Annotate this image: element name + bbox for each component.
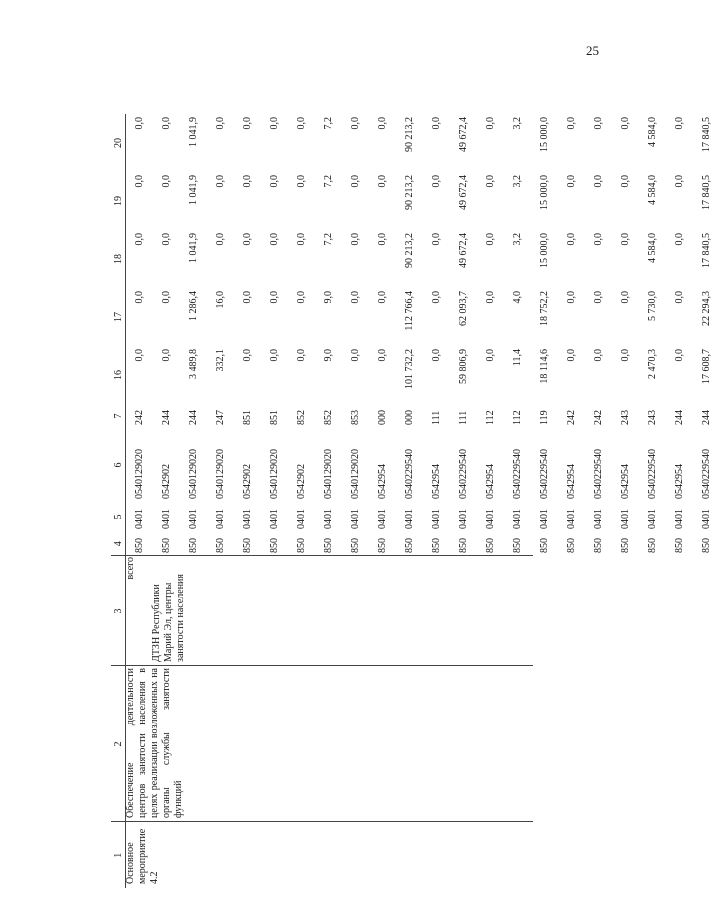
table-cell: 0,0 <box>593 233 604 246</box>
table-row <box>261 114 288 888</box>
empty-cell <box>342 556 369 666</box>
table-cell: 7,2 <box>323 233 334 246</box>
table-cell: 0,0 <box>566 175 577 188</box>
table-cell: 0540129020 <box>269 449 280 499</box>
empty-cell <box>504 822 531 888</box>
table-row <box>477 114 504 888</box>
table-cell: 850 <box>458 538 469 553</box>
empty-cell <box>369 822 396 888</box>
table-cell: 0401 <box>377 509 388 529</box>
empty-cell <box>531 556 558 666</box>
table-cell: 850 <box>404 538 415 553</box>
table-cell: 0,0 <box>242 117 253 130</box>
table-cell: 0542954 <box>431 464 442 499</box>
table-row <box>504 114 531 888</box>
empty-cell <box>234 666 261 822</box>
table-cell: 0,0 <box>269 117 280 130</box>
table-cell: 1 041,9 <box>188 117 199 147</box>
table-cell: 7,2 <box>323 175 334 188</box>
table-cell: 850 <box>323 538 334 553</box>
table-cell: 000 <box>377 410 388 425</box>
table-cell: 119 <box>539 410 550 425</box>
table-cell: 0401 <box>701 509 712 529</box>
empty-cell <box>450 822 477 888</box>
table-cell: 0540229540 <box>404 449 415 499</box>
table-cell: 1 041,9 <box>188 233 199 263</box>
empty-cell <box>477 822 504 888</box>
table-cell: 850 <box>161 538 172 553</box>
table-cell: 0,0 <box>431 233 442 246</box>
table-cell: 850 <box>674 538 685 553</box>
empty-cell <box>558 556 585 666</box>
empty-cell <box>531 666 558 822</box>
column-divider <box>125 821 533 822</box>
page-number: 25 <box>586 43 599 58</box>
table-cell: 0401 <box>485 509 496 529</box>
table-cell: 0542954 <box>566 464 577 499</box>
header-cell: 7 <box>111 404 126 428</box>
empty-cell <box>450 556 477 666</box>
table-cell: 0,0 <box>161 349 172 362</box>
table-cell: 22 294,3 <box>701 291 712 326</box>
table-cell: 0,0 <box>242 175 253 188</box>
table-row <box>531 114 558 888</box>
table-cell: 850 <box>566 538 577 553</box>
table-cell: 0,0 <box>161 233 172 246</box>
table-row <box>342 114 369 888</box>
table-cell: 851 <box>242 410 253 425</box>
responsible-executor: ДТЗН Республики Марий Эл, центры занятости населения <box>151 573 186 662</box>
table-cell: 0,0 <box>566 233 577 246</box>
table-cell: 111 <box>431 410 442 425</box>
table-cell: 7,2 <box>323 117 334 130</box>
table-cell: 0,0 <box>593 291 604 304</box>
table-cell: 17 608,7 <box>701 349 712 384</box>
table-cell: 0,0 <box>215 175 226 188</box>
empty-cell <box>693 822 720 888</box>
table-cell: 850 <box>269 538 280 553</box>
header-cell: 4 <box>111 532 126 556</box>
table-cell: 332,1 <box>215 349 226 372</box>
table-cell: 0,0 <box>269 175 280 188</box>
table-cell: 0,0 <box>593 175 604 188</box>
table-cell: 0,0 <box>269 233 280 246</box>
table-cell: 9,0 <box>323 291 334 304</box>
empty-cell <box>207 556 234 666</box>
table-cell: 3,2 <box>512 175 523 188</box>
table-cell: 11,4 <box>512 349 523 367</box>
table-cell: 243 <box>647 410 658 425</box>
header-cell: 2 <box>111 666 126 822</box>
header-cell: 18 <box>111 230 126 288</box>
table-cell: 0540229540 <box>539 449 550 499</box>
table-cell: 0401 <box>566 509 577 529</box>
table-cell: 0,0 <box>296 175 307 188</box>
table-cell: 0540229540 <box>647 449 658 499</box>
table-cell: 0,0 <box>134 117 145 130</box>
table-cell: 850 <box>539 538 550 553</box>
table-cell: 0,0 <box>377 291 388 304</box>
table-cell: 0,0 <box>242 233 253 246</box>
table-cell: 0401 <box>350 509 361 529</box>
table-cell: 4,0 <box>512 291 523 304</box>
table-cell: 15 000,0 <box>539 117 550 152</box>
table-cell: 0,0 <box>674 291 685 304</box>
table-cell: 0401 <box>512 509 523 529</box>
column-divider <box>125 665 533 666</box>
table-cell: 244 <box>188 410 199 425</box>
table-cell: 17 840,5 <box>701 233 712 268</box>
table-cell: 0,0 <box>377 117 388 130</box>
empty-cell <box>612 666 639 822</box>
header-cell: 19 <box>111 172 126 230</box>
table-cell: 850 <box>620 538 631 553</box>
table-cell: 0,0 <box>296 233 307 246</box>
table-cell: 111 <box>458 410 469 425</box>
table-row <box>234 114 261 888</box>
table-cell: 0401 <box>458 509 469 529</box>
table-cell: 9,0 <box>323 349 334 362</box>
empty-cell <box>261 666 288 822</box>
table-cell: 18 114,6 <box>539 349 550 384</box>
table-cell: 5 730,0 <box>647 291 658 321</box>
empty-cell <box>639 556 666 666</box>
table-cell: 0542902 <box>242 464 253 499</box>
empty-cell <box>180 822 207 888</box>
empty-cell <box>396 822 423 888</box>
empty-cell <box>504 556 531 666</box>
table-cell: 0401 <box>647 509 658 529</box>
empty-cell <box>315 822 342 888</box>
table-cell: 852 <box>296 410 307 425</box>
table-cell: 0,0 <box>242 349 253 362</box>
table-cell: 4 584,0 <box>647 233 658 263</box>
empty-cell <box>450 666 477 822</box>
table-cell: 0,0 <box>431 349 442 362</box>
empty-cell <box>423 556 450 666</box>
empty-cell <box>585 556 612 666</box>
empty-cell <box>234 822 261 888</box>
table-cell: 850 <box>593 538 604 553</box>
table-row <box>369 114 396 888</box>
table-cell: 59 806,9 <box>458 349 469 384</box>
table-cell: 850 <box>647 538 658 553</box>
table-cell: 112 766,4 <box>404 291 415 331</box>
table-cell: 0,0 <box>269 291 280 304</box>
table-cell: 0401 <box>404 509 415 529</box>
table-row <box>612 114 639 888</box>
empty-cell <box>369 556 396 666</box>
table-cell: 0,0 <box>350 117 361 130</box>
table-cell: 0,0 <box>620 117 631 130</box>
table-row <box>423 114 450 888</box>
table-cell: 850 <box>377 538 388 553</box>
table-cell: 0542954 <box>377 464 388 499</box>
table-cell: 850 <box>242 538 253 553</box>
table-row <box>693 114 720 888</box>
header-cell: 16 <box>111 346 126 404</box>
table-cell: 0542902 <box>296 464 307 499</box>
table-cell: 0,0 <box>485 175 496 188</box>
table-cell: 17 840,5 <box>701 175 712 210</box>
table-cell: 0,0 <box>134 349 145 362</box>
table-cell: 90 213,2 <box>404 117 415 152</box>
table-cell: 0,0 <box>215 233 226 246</box>
table-cell: 112 <box>512 410 523 425</box>
table-row <box>315 114 342 888</box>
table-cell: 0,0 <box>296 117 307 130</box>
empty-cell <box>288 822 315 888</box>
table-cell: 243 <box>620 410 631 425</box>
table-cell: 0,0 <box>431 117 442 130</box>
table-row <box>639 114 666 888</box>
table-cell: 0,0 <box>485 233 496 246</box>
measure-name: Основное мероприятие 4.2 <box>125 828 160 884</box>
table-cell: 0401 <box>674 509 685 529</box>
empty-cell <box>558 822 585 888</box>
table-row <box>450 114 477 888</box>
table-cell: 850 <box>134 538 145 553</box>
table-cell: 0540229540 <box>512 449 523 499</box>
table-cell: 0,0 <box>674 117 685 130</box>
table-cell: 850 <box>296 538 307 553</box>
table-cell: 247 <box>215 410 226 425</box>
header-cell: 6 <box>111 428 126 502</box>
table-cell: 0,0 <box>242 291 253 304</box>
table-cell: 0542954 <box>620 464 631 499</box>
table-cell: 1 041,9 <box>188 175 199 205</box>
empty-cell <box>666 666 693 822</box>
table-cell: 15 000,0 <box>539 175 550 210</box>
header-cell: 3 <box>111 556 126 666</box>
table-cell: 0401 <box>431 509 442 529</box>
table-row <box>585 114 612 888</box>
empty-cell <box>423 822 450 888</box>
table-cell: 0,0 <box>377 233 388 246</box>
table-cell: 851 <box>269 410 280 425</box>
table-cell: 18 752,2 <box>539 291 550 326</box>
empty-cell <box>315 556 342 666</box>
table-cell: 3 489,8 <box>188 349 199 379</box>
table-cell: 0,0 <box>674 233 685 246</box>
budget-table <box>111 114 720 888</box>
table-cell: 0540229540 <box>458 449 469 499</box>
table-cell: 0,0 <box>350 291 361 304</box>
table-cell: 0,0 <box>674 175 685 188</box>
table-cell: 0,0 <box>269 349 280 362</box>
table-cell: 0540129020 <box>350 449 361 499</box>
table-cell: 0,0 <box>377 175 388 188</box>
table-row <box>666 114 693 888</box>
empty-cell <box>585 666 612 822</box>
empty-cell <box>261 556 288 666</box>
table-row <box>396 114 423 888</box>
empty-cell <box>369 666 396 822</box>
table-cell: 000 <box>404 410 415 425</box>
table-cell: 244 <box>701 410 712 425</box>
empty-cell <box>693 556 720 666</box>
empty-cell <box>639 666 666 822</box>
table-cell: 0540129020 <box>134 449 145 499</box>
empty-cell <box>504 666 531 822</box>
table-cell: 0,0 <box>566 349 577 362</box>
table-cell: 0,0 <box>620 291 631 304</box>
table-cell: 4 584,0 <box>647 175 658 205</box>
table-cell: 850 <box>485 538 496 553</box>
header-cell: 1 <box>111 822 126 888</box>
empty-cell <box>396 556 423 666</box>
table-cell: 242 <box>134 410 145 425</box>
table-cell: 90 213,2 <box>404 233 415 268</box>
table-cell: 0542954 <box>674 464 685 499</box>
empty-cell <box>666 556 693 666</box>
table-cell: 0542902 <box>161 464 172 499</box>
table-cell: 852 <box>323 410 334 425</box>
table-cell: 16,0 <box>215 291 226 309</box>
header-cell: 17 <box>111 288 126 346</box>
table-cell: 242 <box>593 410 604 425</box>
empty-cell <box>207 666 234 822</box>
empty-cell <box>234 556 261 666</box>
table-cell: 0,0 <box>566 291 577 304</box>
table-cell: 15 000,0 <box>539 233 550 268</box>
table-cell: 0,0 <box>161 175 172 188</box>
table-cell: 3,2 <box>512 117 523 130</box>
table-cell: 0542954 <box>485 464 496 499</box>
empty-cell <box>207 822 234 888</box>
table-cell: 0401 <box>161 509 172 529</box>
table-cell: 0,0 <box>620 175 631 188</box>
table-cell: 244 <box>161 410 172 425</box>
table-cell: 0,0 <box>485 291 496 304</box>
empty-cell <box>531 822 558 888</box>
empty-cell <box>315 666 342 822</box>
table-cell: 0401 <box>296 509 307 529</box>
header-cell: 20 <box>111 114 126 172</box>
table-cell: 0401 <box>188 509 199 529</box>
header-row <box>111 114 126 888</box>
table-cell: 850 <box>512 538 523 553</box>
table-cell: 0540229540 <box>701 449 712 499</box>
table-cell: 0401 <box>215 509 226 529</box>
empty-cell <box>342 822 369 888</box>
table-cell: 0401 <box>323 509 334 529</box>
table-cell: 0,0 <box>134 233 145 246</box>
table-cell: 0401 <box>242 509 253 529</box>
table-cell: 0,0 <box>161 291 172 304</box>
table-cell: 62 093,7 <box>458 291 469 326</box>
empty-cell <box>396 666 423 822</box>
table-row <box>288 114 315 888</box>
empty-cell <box>585 822 612 888</box>
table-cell: 0,0 <box>377 349 388 362</box>
table-cell: 3,2 <box>512 233 523 246</box>
header-cell: 5 <box>111 502 126 532</box>
empty-cell <box>477 666 504 822</box>
table-cell: 0,0 <box>350 175 361 188</box>
table-cell: 0,0 <box>215 117 226 130</box>
table-cell: 850 <box>215 538 226 553</box>
column-divider <box>125 555 533 556</box>
table-cell: 0,0 <box>485 349 496 362</box>
table-cell: 0401 <box>620 509 631 529</box>
table-cell: 0,0 <box>674 349 685 362</box>
empty-cell <box>288 666 315 822</box>
total-label: всего <box>125 557 136 580</box>
empty-cell <box>612 822 639 888</box>
empty-cell <box>288 556 315 666</box>
empty-cell <box>693 666 720 822</box>
empty-cell <box>423 666 450 822</box>
table-cell: 0,0 <box>134 175 145 188</box>
table-row <box>207 114 234 888</box>
empty-cell <box>558 666 585 822</box>
table-cell: 0,0 <box>620 233 631 246</box>
table-cell: 0540129020 <box>323 449 334 499</box>
table-cell: 0,0 <box>134 291 145 304</box>
empty-cell <box>666 822 693 888</box>
table-cell: 850 <box>431 538 442 553</box>
empty-cell <box>261 822 288 888</box>
table-cell: 850 <box>188 538 199 553</box>
table-cell: 49 672,4 <box>458 233 469 268</box>
table-cell: 17 840,5 <box>701 117 712 152</box>
table-cell: 0401 <box>269 509 280 529</box>
table-cell: 101 732,2 <box>404 349 415 389</box>
measure-description: Обеспечение деятельности центров занятости населения в целях реализации возложенных на органы службы занятости функций <box>125 668 184 818</box>
table-cell: 0540229540 <box>593 449 604 499</box>
table-cell: 0,0 <box>350 233 361 246</box>
table-cell: 0,0 <box>350 349 361 362</box>
table-cell: 0,0 <box>296 349 307 362</box>
table-cell: 0,0 <box>485 117 496 130</box>
empty-cell <box>342 666 369 822</box>
table-cell: 853 <box>350 410 361 425</box>
table-cell: 850 <box>350 538 361 553</box>
table-cell: 0,0 <box>431 175 442 188</box>
empty-cell <box>477 556 504 666</box>
table-cell: 244 <box>674 410 685 425</box>
empty-cell <box>612 556 639 666</box>
table-cell: 850 <box>701 538 712 553</box>
empty-cell <box>639 822 666 888</box>
table-cell: 0,0 <box>431 291 442 304</box>
table-cell: 90 213,2 <box>404 175 415 210</box>
table-cell: 0,0 <box>566 117 577 130</box>
table-cell: 0401 <box>134 509 145 529</box>
table-cell: 0540129020 <box>215 449 226 499</box>
table-cell: 0,0 <box>161 117 172 130</box>
table-cell: 242 <box>566 410 577 425</box>
table-cell: 112 <box>485 410 496 425</box>
table-row <box>558 114 585 888</box>
table-cell: 2 470,3 <box>647 349 658 379</box>
table-cell: 49 672,4 <box>458 175 469 210</box>
table-cell: 4 584,0 <box>647 117 658 147</box>
table-cell: 0,0 <box>593 349 604 362</box>
table-cell: 0401 <box>593 509 604 529</box>
table-cell: 0,0 <box>593 117 604 130</box>
table-cell: 0540129020 <box>188 449 199 499</box>
table-cell: 1 286,4 <box>188 291 199 321</box>
table-cell: 49 672,4 <box>458 117 469 152</box>
table-cell: 0,0 <box>620 349 631 362</box>
table-cell: 0,0 <box>296 291 307 304</box>
table-cell: 0401 <box>539 509 550 529</box>
